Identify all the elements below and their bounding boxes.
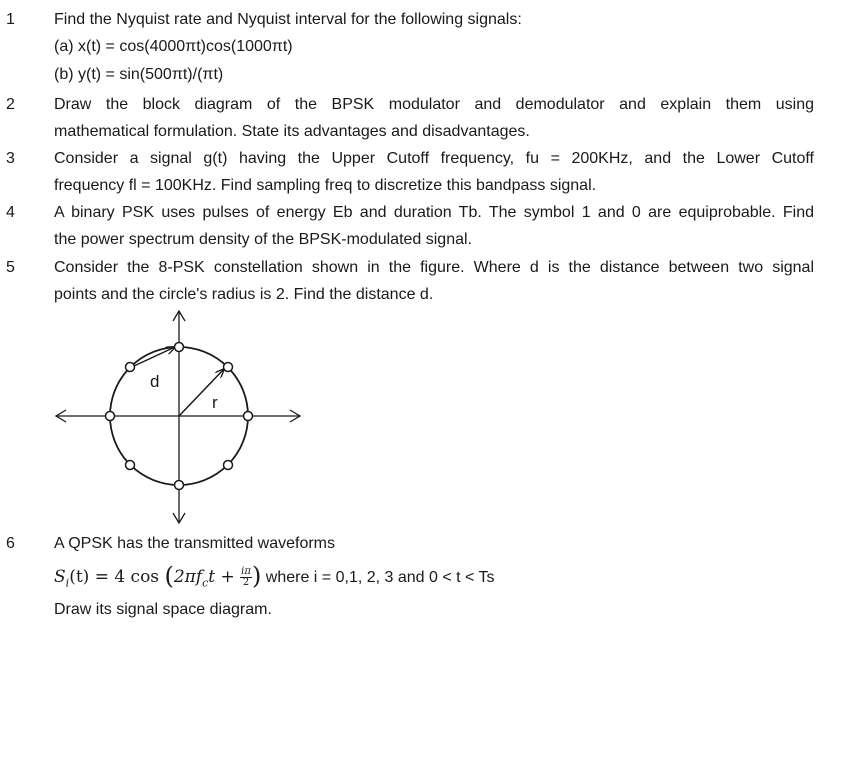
signal-point-270	[175, 481, 184, 490]
formula-equation: $S_i(t) = 4$ $\cos (2\pi f_ct$ + $\frac{i\pi}{2}$ )	[54, 562, 262, 590]
question-4-number: 4	[6, 204, 15, 221]
distance-arrow	[134, 347, 175, 366]
signal-point-315	[224, 461, 233, 470]
question-3-number: 3	[6, 150, 15, 167]
question-2-number: 2	[6, 96, 15, 113]
question-6-number: 6	[6, 535, 15, 552]
question-5-line-1: Consider the 8-PSK constellation shown in the figure. Where d is the distance between two signal	[54, 259, 814, 276]
formula-condition: where i = 0,1, 2, 3 and 0 < t < Ts	[265, 569, 495, 586]
signal-point-225	[126, 461, 135, 470]
question-4-line-2: the power spectrum density of the BPSK-modulated signal.	[54, 231, 472, 248]
question-6-line-1: A QPSK has the transmitted waveforms	[54, 535, 336, 552]
formula-inner: 2πf	[173, 567, 203, 587]
signal-point-180	[106, 412, 115, 421]
fraction-denominator: 2	[242, 577, 250, 588]
question-6-line-2: Draw its signal space diagram.	[54, 601, 272, 618]
formula-lhs: S	[54, 567, 66, 587]
question-2-line-1: Draw the block diagram of the BPSK modulator and demodulator and explain them using	[54, 96, 814, 113]
formula-fraction	[240, 567, 252, 588]
signal-point-45	[224, 363, 233, 372]
question-5-line-2: points and the circle's radius is 2. Find the distance d.	[54, 286, 434, 303]
formula-subscript: i	[65, 576, 70, 590]
question-2-line-2: mathematical formulation. State its advantages and disadvantages.	[54, 123, 530, 140]
label-d: d	[150, 372, 160, 391]
formula-arg: (t) = 4 cos	[69, 567, 160, 587]
question-1-number: 1	[6, 11, 15, 28]
formula-inner-sub: c	[202, 576, 209, 590]
question-5-number: 5	[6, 259, 15, 276]
fraction-numerator: iπ	[241, 566, 251, 577]
question-3-line-1: Consider a signal g(t) having the Upper Cutoff frequency, fu = 200KHz, and the Lower Cutoff	[54, 150, 814, 167]
question-1-line-1: Find the Nyquist rate and Nyquist interval for the following signals:	[54, 11, 522, 28]
question-1-line-2: (a) x(t) = cos(4000πt)cos(1000πt)	[54, 38, 293, 55]
question-1-line-3: (b) y(t) = sin(500πt)/(πt)	[54, 66, 224, 83]
signal-point-0	[244, 412, 253, 421]
formula-inner-tail: t +	[208, 567, 235, 587]
8psk-constellation-figure	[50, 305, 310, 530]
signal-point-135	[126, 363, 135, 372]
question-4-line-1: A binary PSK uses pulses of energy Eb and duration Tb. The symbol 1 and 0 are equiprobable. Find	[54, 204, 814, 221]
qpsk-formula	[54, 561, 495, 598]
label-r: r	[212, 393, 218, 412]
signal-point-90	[175, 343, 184, 352]
question-3-line-2: frequency fl = 100KHz. Find sampling freq to discretize this bandpass signal.	[54, 177, 597, 194]
